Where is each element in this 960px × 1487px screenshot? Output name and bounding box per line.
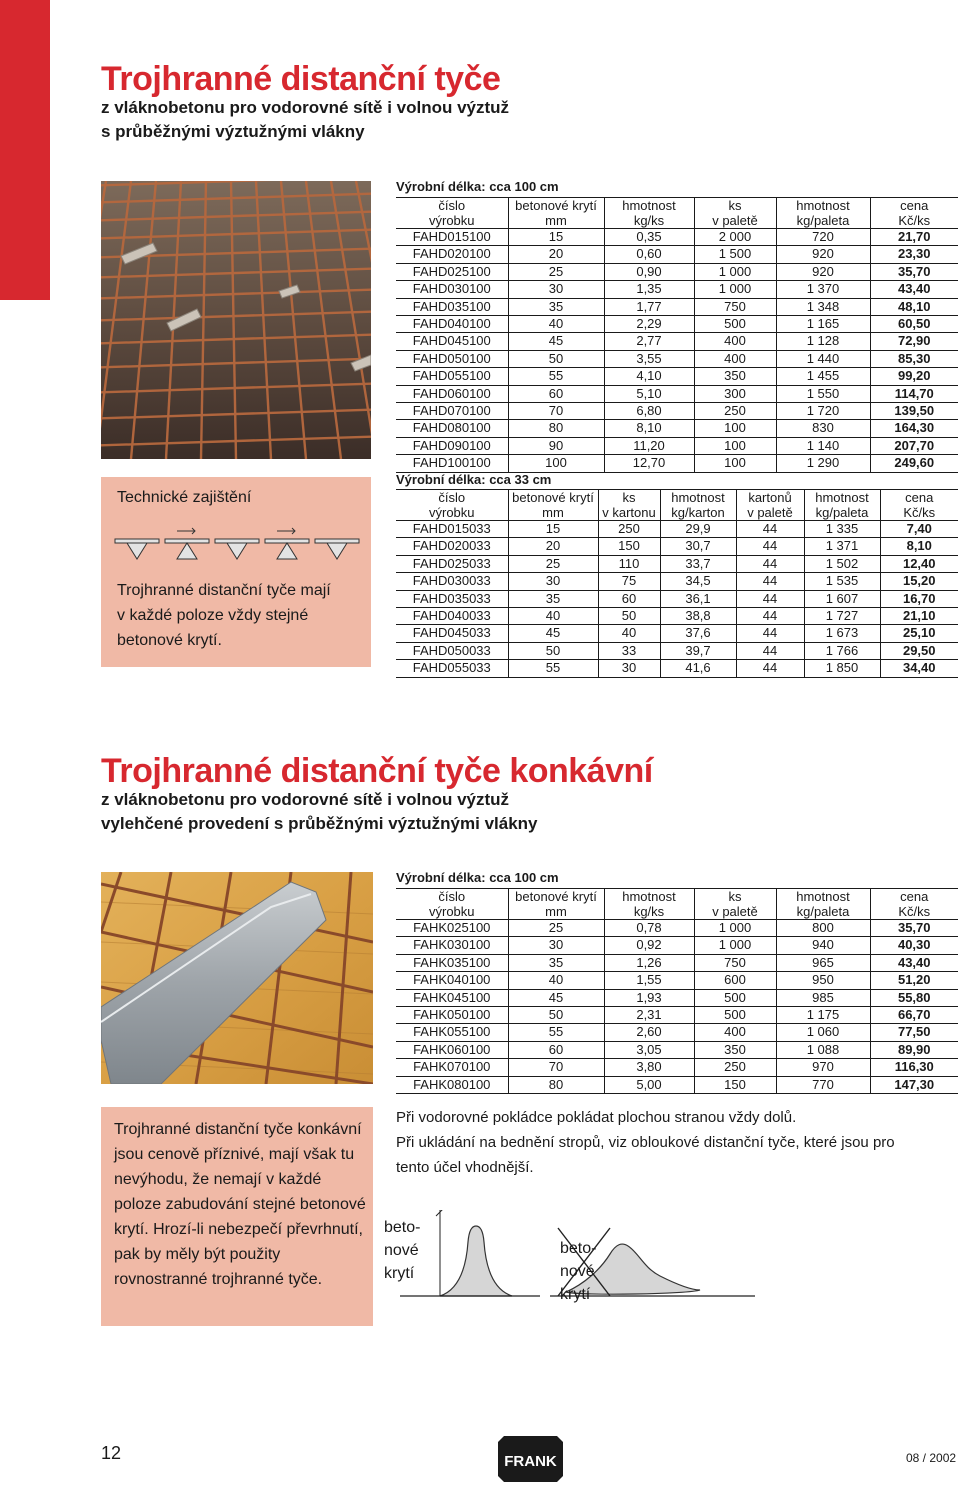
table-cell: 970	[776, 1059, 870, 1076]
info-text-line: rovnostranné trojhranné tyče.	[114, 1271, 323, 1288]
table-cell: FAHK070100	[396, 1059, 508, 1076]
table-cell: 4,10	[604, 368, 694, 385]
info-text-line: poloze zabudování stejné betonové	[114, 1196, 366, 1213]
table-cell: 30	[508, 937, 604, 954]
table-cell: 5,00	[604, 1076, 694, 1093]
table-cell: 21,10	[880, 608, 958, 625]
table-cell: 1,77	[604, 298, 694, 315]
column-header: ks v kartonu	[598, 490, 660, 521]
table-cell: 249,60	[870, 455, 958, 472]
table-cell: FAHD070100	[396, 403, 508, 420]
table-row	[396, 937, 958, 954]
table-cell: 55	[508, 1024, 604, 1041]
table-cell: 1 727	[804, 608, 880, 625]
table-cell: 60,50	[870, 316, 958, 333]
table-cell: 85,30	[870, 350, 958, 367]
table-cell: 39,7	[660, 642, 736, 659]
table-cell: 1,93	[604, 989, 694, 1006]
table-cell: 1 502	[804, 555, 880, 572]
table-cell: 1,35	[604, 281, 694, 298]
table-cell: 1 673	[804, 625, 880, 642]
section2-subtitle-line-2: vylehčené provedení s průběžnými výztužnými vlákny	[101, 814, 538, 833]
table-cell: 985	[776, 989, 870, 1006]
table-cell: FAHD090100	[396, 437, 508, 454]
table-cell: 1 455	[776, 368, 870, 385]
table-cell: 25	[508, 263, 604, 280]
table-row	[396, 625, 958, 642]
table-cell: 60	[508, 1041, 604, 1058]
table-cell: 34,40	[880, 660, 958, 677]
table-cell: 89,90	[870, 1041, 958, 1058]
table-cell: 45	[508, 333, 604, 350]
table-row	[396, 521, 958, 538]
table-cell: 1 000	[694, 263, 776, 280]
table-cell: 1 550	[776, 385, 870, 402]
table-row	[396, 420, 958, 437]
table-cell: 25	[508, 920, 604, 937]
table-cell: 44	[736, 660, 804, 677]
table-cell: FAHD060100	[396, 385, 508, 402]
table-cell: 2 000	[694, 229, 776, 246]
table-cell: 100	[694, 455, 776, 472]
table-cell: 1 500	[694, 246, 776, 263]
spacer-positions-diagram	[113, 525, 361, 565]
table-cell: 100	[694, 437, 776, 454]
column-header: ks v paletě	[694, 889, 776, 920]
table-cell: 114,70	[870, 385, 958, 402]
table-cell: 50	[508, 1007, 604, 1024]
section2-subtitle-line-1: z vláknobetonu pro vodorovné sítě i volnou výztuž	[101, 790, 510, 809]
table-cell: 1,26	[604, 954, 694, 971]
table-row	[396, 403, 958, 420]
info-text-line: pak by měly být použity	[114, 1246, 281, 1263]
table-cell: 50	[508, 642, 598, 659]
table-cell: 400	[694, 350, 776, 367]
concave-info-box	[101, 1107, 373, 1326]
table-cell: FAHK055100	[396, 1024, 508, 1041]
table1-caption: Výrobní délka: cca 100 cm	[396, 179, 559, 194]
table-cell: 40	[508, 316, 604, 333]
table-cell: FAHD035033	[396, 590, 508, 607]
table-cell: 139,50	[870, 403, 958, 420]
table-cell: 1 535	[804, 573, 880, 590]
placement-note-line: tento účel vhodnější.	[396, 1159, 534, 1176]
table-cell: 12,70	[604, 455, 694, 472]
column-header: cena Kč/ks	[880, 490, 958, 521]
price-table-33cm	[396, 489, 958, 678]
table-cell: 34,5	[660, 573, 736, 590]
table-row	[396, 263, 958, 280]
concrete-cover-label-right: beto- nové krytí	[560, 1240, 597, 1303]
table-cell: FAHD025100	[396, 263, 508, 280]
table-cell: 1 371	[804, 538, 880, 555]
table-cell: 12,40	[880, 555, 958, 572]
table-cell: 0,92	[604, 937, 694, 954]
table-cell: 800	[776, 920, 870, 937]
column-header: ks v paletě	[694, 198, 776, 229]
table-cell: 250	[694, 403, 776, 420]
table-cell: 207,70	[870, 437, 958, 454]
table-cell: 2,77	[604, 333, 694, 350]
table-cell: FAHD080100	[396, 420, 508, 437]
table-cell: 1 128	[776, 333, 870, 350]
table-cell: FAHD040033	[396, 608, 508, 625]
column-header: hmotnost kg/karton	[660, 490, 736, 521]
table-cell: 70	[508, 1059, 604, 1076]
info-text-line: nevýhodu, že nemají v každé	[114, 1171, 322, 1188]
table-row	[396, 1076, 958, 1093]
table-cell: 5,10	[604, 385, 694, 402]
table-cell: 55	[508, 660, 598, 677]
column-header: číslo výrobku	[396, 889, 508, 920]
placement-note-line: Při ukládání na bednění stropů, viz obloukové distanční tyče, které jsou pro	[396, 1134, 895, 1151]
table-row	[396, 573, 958, 590]
table-row	[396, 455, 958, 472]
table-cell: 30,7	[660, 538, 736, 555]
table-cell: 400	[694, 1024, 776, 1041]
table-cell: 70	[508, 403, 604, 420]
table-cell: 90	[508, 437, 604, 454]
table-cell: 116,30	[870, 1059, 958, 1076]
table-cell: 0,60	[604, 246, 694, 263]
table-cell: 45	[508, 625, 598, 642]
table-cell: 950	[776, 972, 870, 989]
table-cell: 350	[694, 368, 776, 385]
info-text-line: v každé poloze vždy stejné	[117, 607, 309, 624]
page-title: Trojhranné distanční tyče	[101, 60, 501, 98]
table-cell: 99,20	[870, 368, 958, 385]
table-cell: 44	[736, 590, 804, 607]
table-cell: FAHD040100	[396, 316, 508, 333]
table-cell: 1 000	[694, 281, 776, 298]
table-cell: 0,90	[604, 263, 694, 280]
table-cell: 830	[776, 420, 870, 437]
table-cell: 2,29	[604, 316, 694, 333]
table-cell: 164,30	[870, 420, 958, 437]
table-cell: 21,70	[870, 229, 958, 246]
table-cell: 43,40	[870, 281, 958, 298]
table-cell: 1 000	[694, 920, 776, 937]
table-cell: 60	[598, 590, 660, 607]
table-row	[396, 972, 958, 989]
table-cell: 40	[598, 625, 660, 642]
table-cell: FAHD055033	[396, 660, 508, 677]
table-cell: 0,35	[604, 229, 694, 246]
table-cell: 29,9	[660, 521, 736, 538]
price-table-100cm	[396, 197, 958, 473]
column-header: cena Kč/ks	[870, 889, 958, 920]
table-cell: 0,78	[604, 920, 694, 937]
table-cell: 50	[508, 350, 604, 367]
table-cell: FAHK060100	[396, 1041, 508, 1058]
table-cell: 44	[736, 555, 804, 572]
table-cell: 350	[694, 1041, 776, 1058]
table-cell: 500	[694, 316, 776, 333]
table-cell: FAHD015100	[396, 229, 508, 246]
info-text-line: betonové krytí.	[117, 632, 222, 649]
table-cell: 33	[598, 642, 660, 659]
table-cell: FAHD030100	[396, 281, 508, 298]
table-cell: 40	[508, 608, 598, 625]
table-cell: 920	[776, 246, 870, 263]
subtitle-line-2: s průběžnými výztužnými vlákny	[101, 122, 365, 141]
rebar-mesh-photo	[101, 181, 371, 459]
table-cell: 3,05	[604, 1041, 694, 1058]
table-cell: FAHK030100	[396, 937, 508, 954]
table-cell: 1 440	[776, 350, 870, 367]
column-header: betonové krytí mm	[508, 889, 604, 920]
table-cell: 3,80	[604, 1059, 694, 1076]
table-cell: 25	[508, 555, 598, 572]
table-row	[396, 333, 958, 350]
table-cell: 35,70	[870, 263, 958, 280]
table-cell: 44	[736, 642, 804, 659]
frank-logo	[498, 1436, 563, 1482]
table-row	[396, 954, 958, 971]
table-cell: 25,10	[880, 625, 958, 642]
table-cell: 30	[598, 660, 660, 677]
table2-caption: Výrobní délka: cca 33 cm	[396, 472, 552, 487]
table-cell: 750	[694, 298, 776, 315]
table-cell: 11,20	[604, 437, 694, 454]
table-row	[396, 590, 958, 607]
table-cell: 80	[508, 1076, 604, 1093]
table-cell: 44	[736, 608, 804, 625]
table-cell: 100	[694, 420, 776, 437]
table-cell: FAHD020033	[396, 538, 508, 555]
table-cell: FAHD100100	[396, 455, 508, 472]
table-row	[396, 538, 958, 555]
table-cell: 37,6	[660, 625, 736, 642]
concave-spacer-photo	[101, 872, 373, 1084]
table-cell: 8,10	[880, 538, 958, 555]
table-cell: 500	[694, 989, 776, 1006]
table-cell: 44	[736, 625, 804, 642]
table-cell: 147,30	[870, 1076, 958, 1093]
table-cell: 1 370	[776, 281, 870, 298]
table-cell: 1 000	[694, 937, 776, 954]
table-cell: 1 290	[776, 455, 870, 472]
table-row	[396, 350, 958, 367]
info-text-line: krytí. Hrozí-li nebezpečí převrhnutí,	[114, 1221, 363, 1238]
table-cell: FAHD050033	[396, 642, 508, 659]
svg-text:FRANK: FRANK	[504, 1453, 557, 1470]
column-header: hmotnost kg/ks	[604, 889, 694, 920]
table-cell: 35	[508, 954, 604, 971]
table-row	[396, 437, 958, 454]
table-cell: 600	[694, 972, 776, 989]
table-cell: 940	[776, 937, 870, 954]
table-row	[396, 989, 958, 1006]
table-cell: 38,8	[660, 608, 736, 625]
table-cell: 1 165	[776, 316, 870, 333]
table-cell: 44	[736, 573, 804, 590]
table-cell: 3,55	[604, 350, 694, 367]
table-cell: 35,70	[870, 920, 958, 937]
table-cell: 750	[694, 954, 776, 971]
table-row	[396, 660, 958, 677]
issue-date: 08 / 2002	[906, 1451, 957, 1465]
table-cell: 77,50	[870, 1024, 958, 1041]
column-header: betonové krytí mm	[508, 198, 604, 229]
table-cell: FAHD050100	[396, 350, 508, 367]
table-row	[396, 281, 958, 298]
table-cell: 60	[508, 385, 604, 402]
table-cell: 720	[776, 229, 870, 246]
table-cell: FAHD030033	[396, 573, 508, 590]
table-cell: 30	[508, 573, 598, 590]
table-cell: 8,10	[604, 420, 694, 437]
table-cell: 920	[776, 263, 870, 280]
table-cell: 15	[508, 229, 604, 246]
table-row	[396, 316, 958, 333]
concrete-cover-label-left: beto- nové krytí	[384, 1219, 421, 1282]
table-cell: 55	[508, 368, 604, 385]
table-row	[396, 385, 958, 402]
table-cell: 1 140	[776, 437, 870, 454]
table-cell: 51,20	[870, 972, 958, 989]
table-row	[396, 298, 958, 315]
table-row	[396, 1059, 958, 1076]
table-row	[396, 1007, 958, 1024]
red-accent-bar	[0, 0, 50, 300]
table-cell: 16,70	[880, 590, 958, 607]
table-cell: 20	[508, 246, 604, 263]
table-cell: 48,10	[870, 298, 958, 315]
column-header: hmotnost kg/paleta	[804, 490, 880, 521]
table-row	[396, 1024, 958, 1041]
table-cell: 41,6	[660, 660, 736, 677]
section2-title: Trojhranné distanční tyče konkávní	[101, 752, 653, 790]
table-cell: FAHD025033	[396, 555, 508, 572]
table-cell: 965	[776, 954, 870, 971]
table-cell: 35	[508, 590, 598, 607]
table-cell: 7,40	[880, 521, 958, 538]
column-header: číslo výrobku	[396, 490, 508, 521]
table-cell: FAHD020100	[396, 246, 508, 263]
info-heading: Technické zajištění	[117, 489, 252, 506]
column-header: cena Kč/ks	[870, 198, 958, 229]
table-cell: 250	[694, 1059, 776, 1076]
table-row	[396, 920, 958, 937]
table-cell: FAHK080100	[396, 1076, 508, 1093]
table-cell: FAHD015033	[396, 521, 508, 538]
table-cell: 80	[508, 420, 604, 437]
table-row	[396, 608, 958, 625]
table-cell: 770	[776, 1076, 870, 1093]
table-cell: 20	[508, 538, 598, 555]
table-cell: 15,20	[880, 573, 958, 590]
table-cell: 150	[598, 538, 660, 555]
table-cell: 2,60	[604, 1024, 694, 1041]
table-cell: 44	[736, 521, 804, 538]
table-cell: FAHD055100	[396, 368, 508, 385]
table-cell: 1 088	[776, 1041, 870, 1058]
table-cell: 72,90	[870, 333, 958, 350]
table-cell: 110	[598, 555, 660, 572]
table-cell: FAHD045100	[396, 333, 508, 350]
table-cell: 1 060	[776, 1024, 870, 1041]
table-cell: 66,70	[870, 1007, 958, 1024]
technical-info-box	[101, 477, 371, 667]
table-cell: 1 348	[776, 298, 870, 315]
table-cell: 15	[508, 521, 598, 538]
table-cell: FAHK050100	[396, 1007, 508, 1024]
table-cell: 33,7	[660, 555, 736, 572]
table-cell: 1,55	[604, 972, 694, 989]
column-header: kartonů v paletě	[736, 490, 804, 521]
table-cell: FAHK025100	[396, 920, 508, 937]
table-cell: 30	[508, 281, 604, 298]
info-text-line: jsou cenově příznivé, mají však tu	[114, 1146, 355, 1163]
table-row	[396, 642, 958, 659]
table-cell: 300	[694, 385, 776, 402]
table-cell: 1 720	[776, 403, 870, 420]
table-cell: 35	[508, 298, 604, 315]
table-cell: FAHD045033	[396, 625, 508, 642]
column-header: hmotnost kg/ks	[604, 198, 694, 229]
table-cell: 36,1	[660, 590, 736, 607]
table-cell: FAHD035100	[396, 298, 508, 315]
table-cell: 29,50	[880, 642, 958, 659]
table-cell: 43,40	[870, 954, 958, 971]
table-cell: 55,80	[870, 989, 958, 1006]
column-header: hmotnost kg/paleta	[776, 889, 870, 920]
table-cell: 250	[598, 521, 660, 538]
table-cell: FAHK040100	[396, 972, 508, 989]
info-text-line: Trojhranné distanční tyče konkávní	[114, 1121, 362, 1138]
table-cell: 150	[694, 1076, 776, 1093]
column-header: hmotnost kg/paleta	[776, 198, 870, 229]
placement-note-line: Při vodorovné pokládce pokládat plochou stranou vždy dolů.	[396, 1109, 797, 1126]
price-table-concave	[396, 888, 958, 1094]
table3-caption: Výrobní délka: cca 100 cm	[396, 870, 559, 885]
table-row	[396, 229, 958, 246]
table-cell: 75	[598, 573, 660, 590]
table-cell: 400	[694, 333, 776, 350]
table-row	[396, 368, 958, 385]
table-cell: 1 850	[804, 660, 880, 677]
table-cell: 1 607	[804, 590, 880, 607]
table-cell: 100	[508, 455, 604, 472]
table-cell: 2,31	[604, 1007, 694, 1024]
table-row	[396, 1041, 958, 1058]
subtitle-line-1: z vláknobetonu pro vodorovné sítě i volnou výztuž	[101, 98, 510, 117]
page-number: 12	[101, 1443, 122, 1463]
table-cell: 45	[508, 989, 604, 1006]
table-cell: FAHK035100	[396, 954, 508, 971]
table-cell: 40,30	[870, 937, 958, 954]
table-cell: 500	[694, 1007, 776, 1024]
table-row	[396, 246, 958, 263]
table-row	[396, 555, 958, 572]
table-cell: 6,80	[604, 403, 694, 420]
table-cell: 1 766	[804, 642, 880, 659]
table-cell: 1 175	[776, 1007, 870, 1024]
table-cell: 44	[736, 538, 804, 555]
table-cell: 23,30	[870, 246, 958, 263]
table-cell: 1 335	[804, 521, 880, 538]
table-cell: 40	[508, 972, 604, 989]
column-header: číslo výrobku	[396, 198, 508, 229]
table-cell: FAHK045100	[396, 989, 508, 1006]
table-cell: 50	[598, 608, 660, 625]
info-text-line: Trojhranné distanční tyče mají	[117, 582, 331, 599]
column-header: betonové krytí mm	[508, 490, 598, 521]
